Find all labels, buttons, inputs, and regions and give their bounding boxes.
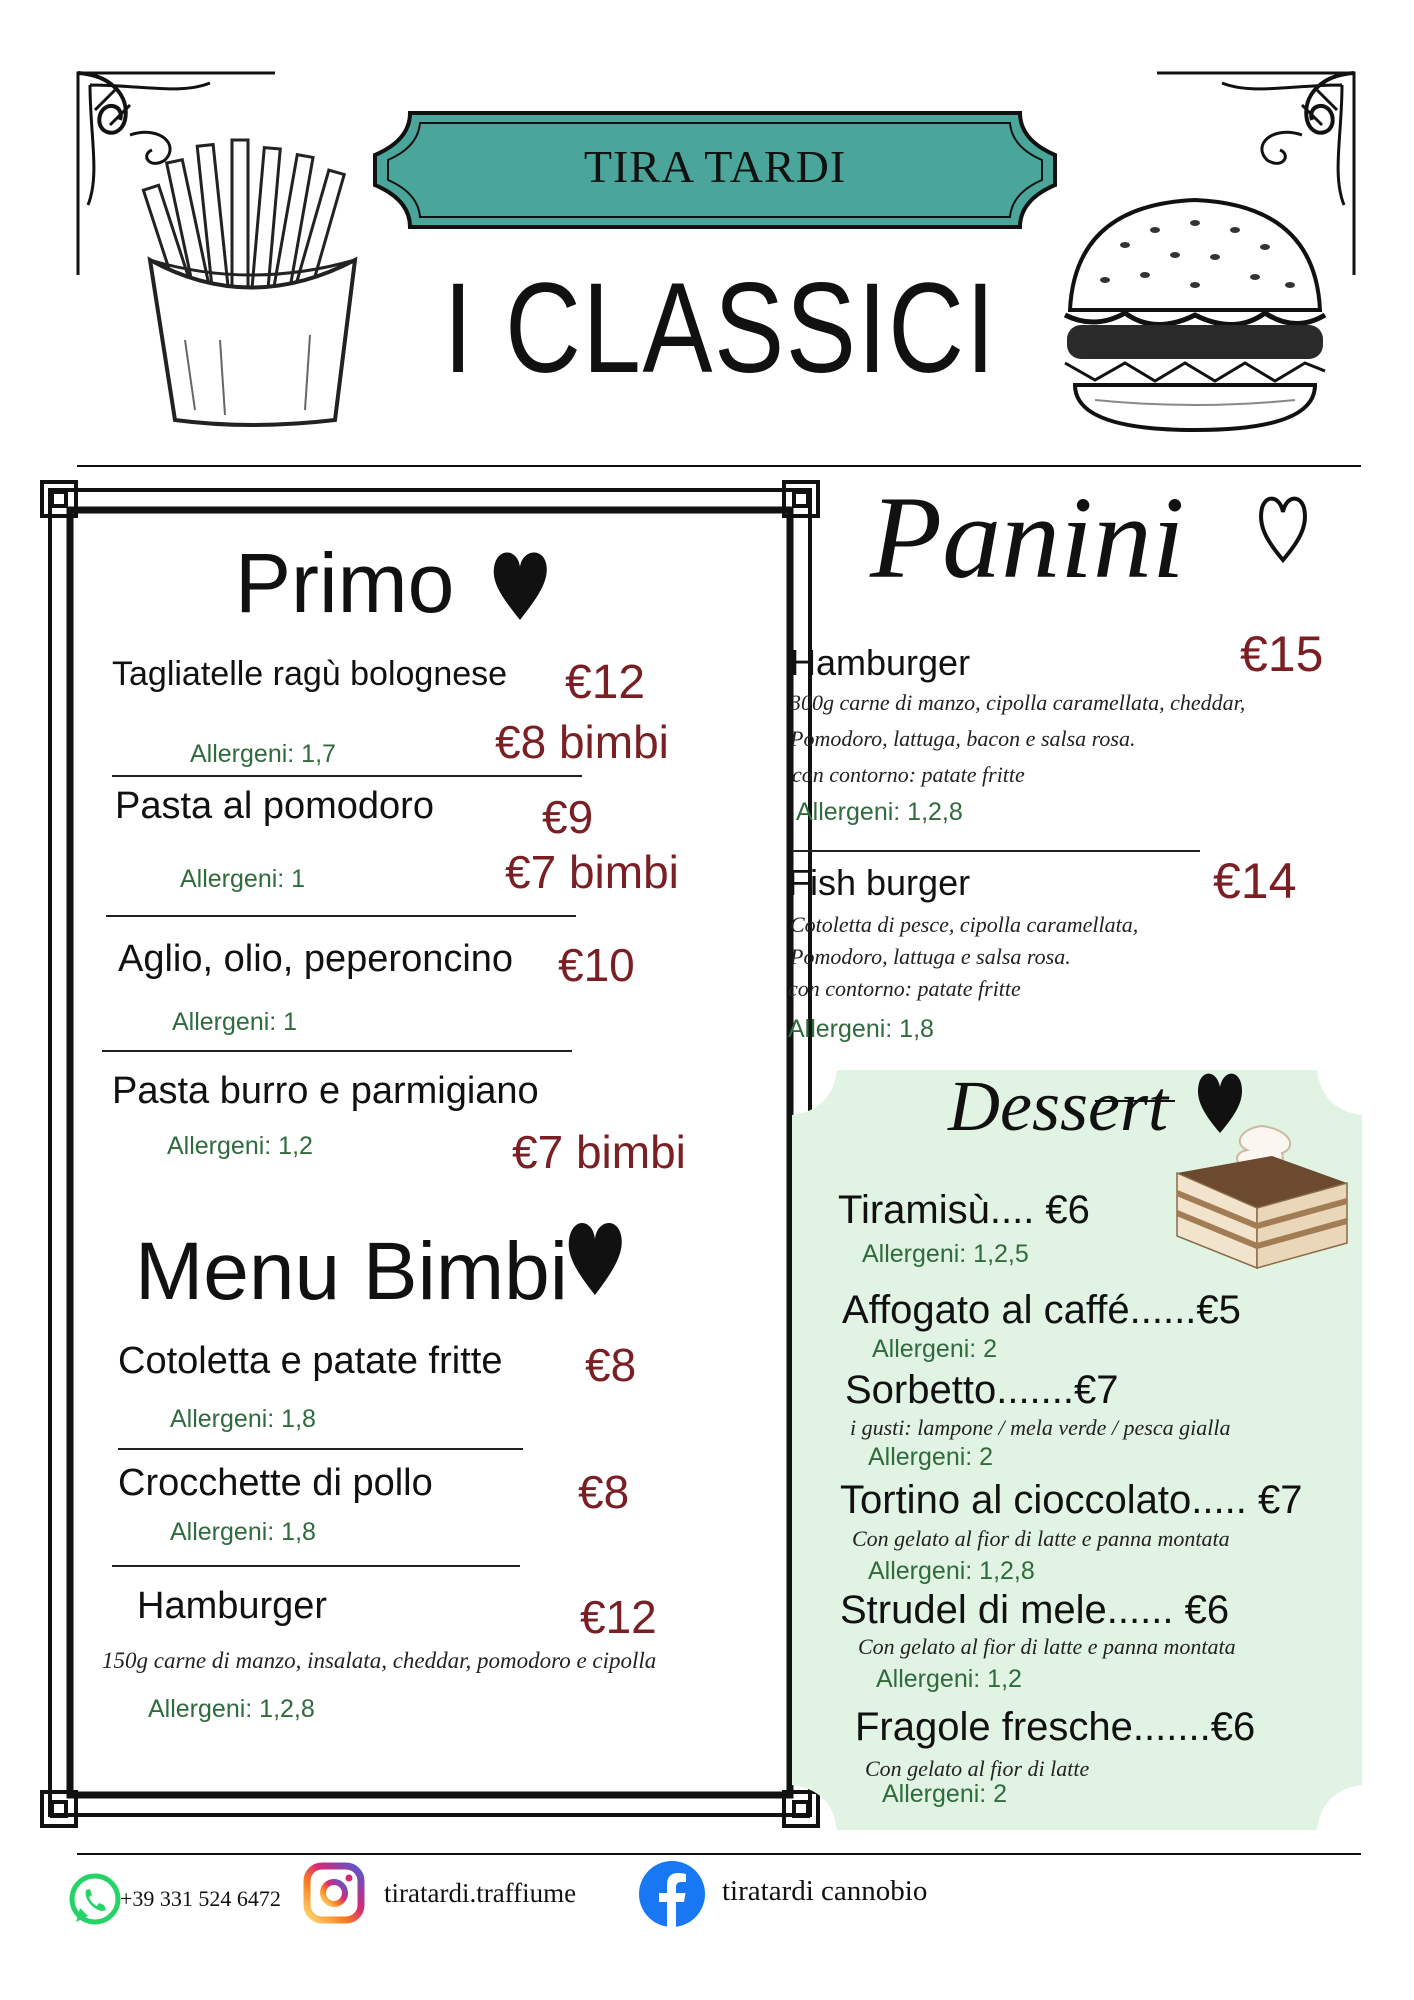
- primo-item-price-kids: €8 bimbi: [495, 716, 669, 768]
- dessert-item-allergens: Allergeni: 1,2,8: [868, 1557, 1035, 1585]
- panini-item-description: con contorno: patate fritte: [792, 762, 1025, 787]
- brand-name: TIRA TARDI: [583, 141, 847, 192]
- dessert-item-description: Con gelato al fior di latte: [865, 1756, 1090, 1781]
- primo-item-price: €12: [565, 656, 646, 709]
- heart-icon: [565, 1215, 625, 1300]
- whatsapp-icon[interactable]: [68, 1872, 122, 1926]
- primo-item-name: Pasta burro e parmigiano: [112, 1070, 539, 1112]
- bimbi-item-price: €12: [580, 1591, 657, 1643]
- primo-item-name: Aglio, olio, peperoncino: [118, 938, 514, 980]
- dessert-item-allergens: Allergeni: 1,2,5: [862, 1240, 1029, 1268]
- dessert-item: Strudel di mele...... €6: [840, 1588, 1230, 1632]
- bimbi-item-price: €8: [578, 1466, 630, 1518]
- item-separator: [106, 915, 576, 917]
- panini-item-allergens: Allergeni: 1,8: [788, 1015, 934, 1043]
- primo-item-name: Pasta al pomodoro: [115, 785, 434, 827]
- panini-item-name: Fish burger: [788, 862, 971, 903]
- dessert-title-flourish: [1095, 1098, 1175, 1108]
- dessert-item: Fragole fresche.......€6: [855, 1705, 1256, 1749]
- item-separator: [102, 1050, 572, 1052]
- item-separator: [792, 850, 1200, 852]
- primo-item-name: Tagliatelle ragù bolognese: [112, 655, 508, 693]
- burger-illustration: [1055, 195, 1335, 435]
- dessert-item-allergens: Allergeni: 1,2: [876, 1665, 1022, 1693]
- primo-item-allergens: Allergeni: 1: [180, 865, 306, 893]
- item-separator: [112, 775, 582, 777]
- instagram-icon[interactable]: [303, 1862, 365, 1924]
- phone-number[interactable]: +39 331 524 6472: [120, 1886, 281, 1911]
- panini-item-description: Pomodoro, lattuga, bacon e salsa rosa.: [790, 726, 1136, 751]
- heart-icon: [1258, 490, 1308, 570]
- item-separator: [112, 1565, 520, 1567]
- bimbi-item-allergens: Allergeni: 1,8: [170, 1405, 316, 1433]
- dessert-item-description: i gusti: lampone / mela verde / pesca gialla: [850, 1415, 1231, 1440]
- dessert-item-description: Con gelato al fior di latte e panna montata: [852, 1526, 1230, 1551]
- panini-item-allergens: Allergeni: 1,2,8: [796, 798, 963, 826]
- panini-item-name: Hamburger: [790, 642, 971, 683]
- facebook-icon[interactable]: [638, 1860, 706, 1928]
- panini-item-description: Cotoletta di pesce, cipolla caramellata,: [790, 912, 1139, 937]
- dessert-item-allergens: Allergeni: 2: [868, 1443, 994, 1471]
- panini-item-price: €15: [1240, 626, 1324, 682]
- bimbi-item-name: Cotoletta e patate fritte: [118, 1340, 503, 1382]
- primo-item-allergens: Allergeni: 1,7: [190, 740, 336, 768]
- bimbi-item-name: Crocchette di pollo: [118, 1462, 433, 1504]
- bimbi-item-allergens: Allergeni: 1,2,8: [148, 1695, 315, 1723]
- primo-item-price: €10: [558, 939, 635, 991]
- dessert-item: Tortino al cioccolato..... €7: [840, 1478, 1303, 1522]
- primo-item-allergens: Allergeni: 1,2: [167, 1132, 313, 1160]
- item-separator: [118, 1448, 523, 1450]
- menu-bimbi-title: Menu Bimbi: [135, 1226, 568, 1317]
- dessert-item: Sorbetto.......€7: [845, 1368, 1119, 1412]
- primo-item-allergens: Allergeni: 1: [172, 1008, 298, 1036]
- facebook-page[interactable]: tiratardi cannobio: [722, 1875, 928, 1907]
- dessert-item: Affogato al caffé......€5: [842, 1288, 1241, 1332]
- bimbi-item-name: Hamburger: [137, 1585, 328, 1627]
- primo-title: Primo: [235, 536, 455, 630]
- bimbi-item-price: €8: [585, 1339, 637, 1391]
- panini-item-description: 300g carne di manzo, cipolla caramellata, cheddar,: [790, 690, 1246, 715]
- bimbi-item-description: 150g carne di manzo, insalata, cheddar, pomodoro e cipolla: [102, 1648, 657, 1673]
- header-divider: [77, 465, 1361, 467]
- instagram-handle[interactable]: tiratardi.traffiume: [384, 1878, 577, 1908]
- footer-divider: [77, 1853, 1361, 1855]
- primo-item-price-kids: €7 bimbi: [512, 1126, 686, 1178]
- page-title: I CLASSICI: [443, 257, 997, 400]
- dessert-item-allergens: Allergeni: 2: [872, 1335, 998, 1363]
- tiramisu-illustration: [1172, 1118, 1352, 1278]
- panini-item-description: Pomodoro, lattuga e salsa rosa.: [790, 944, 1071, 969]
- dessert-item-description: Con gelato al fior di latte e panna montata: [858, 1634, 1236, 1659]
- dessert-item: Tiramisù.... €6: [838, 1188, 1090, 1232]
- dessert-item-allergens: Allergeni: 2: [882, 1780, 1008, 1808]
- primo-item-price-kids: €7 bimbi: [505, 846, 679, 898]
- panini-item-description: con contorno: patate fritte: [788, 976, 1021, 1001]
- primo-item-price: €9: [542, 791, 594, 843]
- heart-icon: [490, 545, 550, 625]
- fries-illustration: [140, 140, 380, 430]
- dessert-title: Dessert: [948, 1066, 1168, 1146]
- bimbi-item-allergens: Allergeni: 1,8: [170, 1518, 316, 1546]
- panini-title: Panini: [870, 472, 1185, 603]
- panini-item-price: €14: [1213, 853, 1297, 909]
